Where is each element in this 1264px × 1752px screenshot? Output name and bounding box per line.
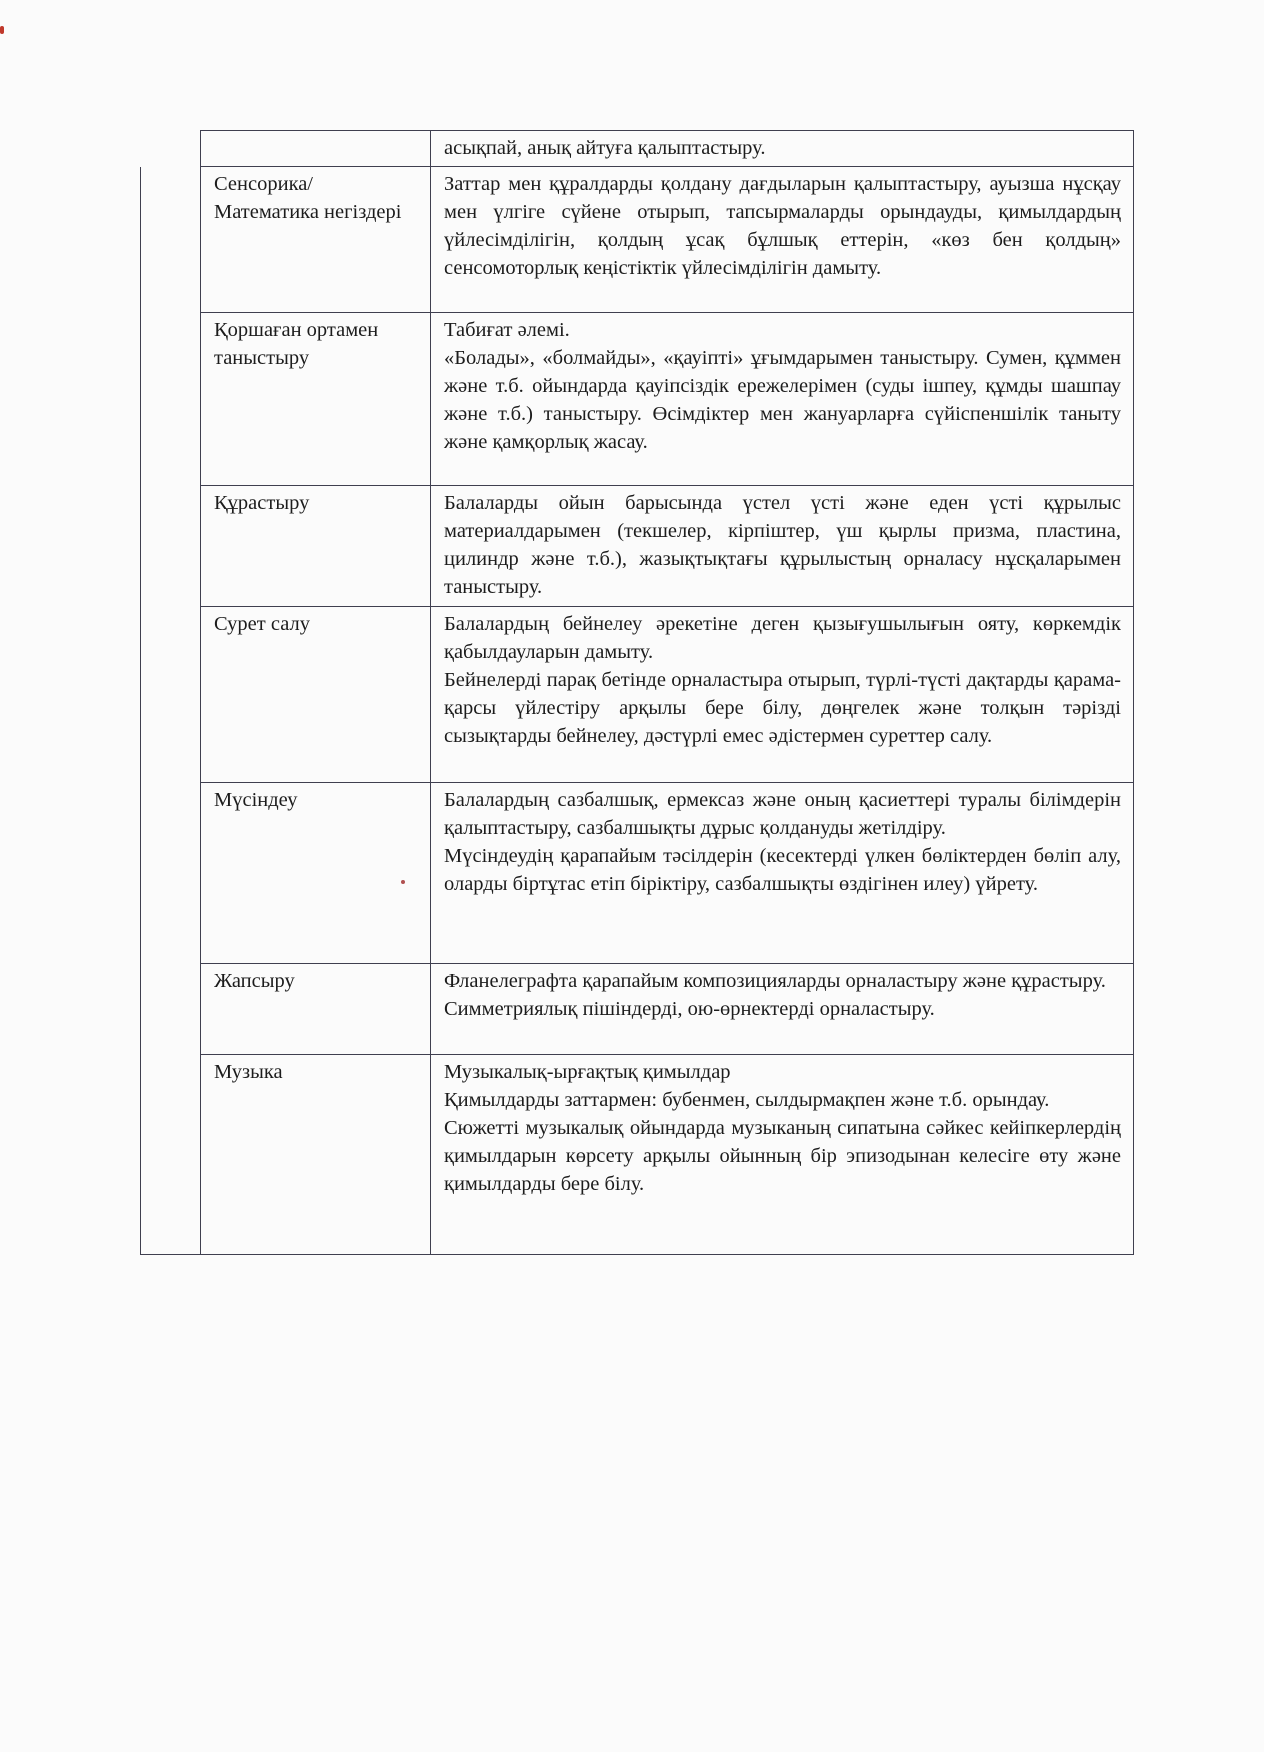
number-cell: [141, 131, 201, 167]
scan-mark: [0, 26, 4, 34]
content-paragraph: Табиғат әлемі.: [444, 319, 570, 341]
content-paragraph: Қимылдарды заттармен: бубенмен, сылдырмақпен және т.б. орындау.: [444, 1089, 1050, 1111]
content-paragraph: Балалардың бейнелеу әрекетіне деген қызығушылығын ояту, көркемдік қабылдауларын дамыту.: [444, 613, 1121, 663]
content-cell: [431, 964, 1134, 1055]
content-paragraph: Мүсіндеудің қарапайым тәсілдерін (кесектерді үлкен бөліктерден бөліп алу, оларды біртұтас етіп біріктіру, сазбалшықты өздігінен илеу) үйрету.: [444, 845, 1121, 895]
content-paragraph: Заттар мен құралдарды қолдану дағдыларын қалыптастыру, ауызша нұсқау мен үлгіге сүйене отырып, тапсырмаларды орындауды, қимылдардың үйлесімділігін, қолдың ұсақ бұлшық еттерін, «көз бен қолдың» сенсомоторлық кеңістіктік үйлесімділігін дамыту.: [444, 173, 1121, 279]
content-paragraph: Музыкалық-ырғақтық қимылдар: [444, 1061, 731, 1083]
table-row: [141, 607, 1134, 783]
table-row: [141, 167, 1134, 313]
content-cell: [431, 1055, 1134, 1255]
table-row: [141, 131, 1134, 167]
content-cell: [431, 131, 1134, 167]
content-paragraph: Сюжетті музыкалық ойындарда музыканың сипатына сәйкес кейіпкерлердің қимылдарын көрсету арқылы ойынның бір эпизодынан келесіге өту және қимылдарды бере білу.: [444, 1117, 1121, 1195]
subject-cell: Музыка: [201, 1055, 431, 1255]
subject-cell: Жапсыру: [201, 964, 431, 1055]
content-paragraph: Симметриялық пішіндерді, ою-өрнектерді орналастыру.: [444, 998, 935, 1020]
subject-cell: Сенсорика/ Математика негіздері: [201, 167, 431, 313]
content-paragraph: Фланелеграфта қарапайым композицияларды орналастыру және құрастыру.: [444, 970, 1106, 992]
content-paragraph: Балаларды ойын барысында үстел үсті және еден үсті құрылыс материалдарымен (текшелер, кірпіштер, үш қырлы призма, пластина, цилиндр және т.б.), жазықтықтағы құрылыстың орналасу нұсқаларымен таныстыру.: [444, 492, 1121, 598]
content-paragraph: «Болады», «болмайды», «қауіпті» ұғымдарымен таныстыру. Сумен, құммен және т.б. ойындарда қауіпсіздік ережелерімен (суды ішпеу, құмды шашпау және т.б.) таныстыру. Өсімдіктер мен жануарларға сүйіспеншілік таныту және қамқорлық жасау.: [444, 347, 1121, 453]
content-cell: [431, 783, 1134, 964]
table-row: [141, 486, 1134, 607]
subject-cell: Сурет салу: [201, 607, 431, 783]
content-paragraph: асықпай, анық айтуға қалыптастыру.: [444, 137, 766, 159]
content-paragraph: Бейнелерді парақ бетінде орналастыра отырып, түрлі-түсті дақтарды қарама-қарсы үйлестіру арқылы бере білу, дөңгелек және толқын тәрізді сызықтарды бейнелеу, дәстүрлі емес әдістермен суреттер салу.: [444, 669, 1121, 747]
content-cell: [431, 486, 1134, 607]
subject-cell: [201, 131, 431, 167]
table-row: [141, 313, 1134, 486]
curriculum-table: [140, 130, 1134, 1255]
content-cell: [431, 167, 1134, 313]
content-paragraph: Балалардың сазбалшық, ермексаз және оның қасиеттері туралы білімдерін қалыптастыру, сазбалшықты дұрыс қолдануды жетілдіру.: [444, 789, 1121, 839]
subject-cell: Құрастыру: [201, 486, 431, 607]
table-row: [141, 964, 1134, 1055]
table-row: [141, 783, 1134, 964]
content-cell: [431, 607, 1134, 783]
subject-cell: Қоршаған ортамен таныстыру: [201, 313, 431, 486]
number-cell: [141, 167, 201, 1255]
table-row: [141, 1055, 1134, 1255]
subject-cell: Мүсіндеу: [201, 783, 431, 964]
content-cell: [431, 313, 1134, 486]
